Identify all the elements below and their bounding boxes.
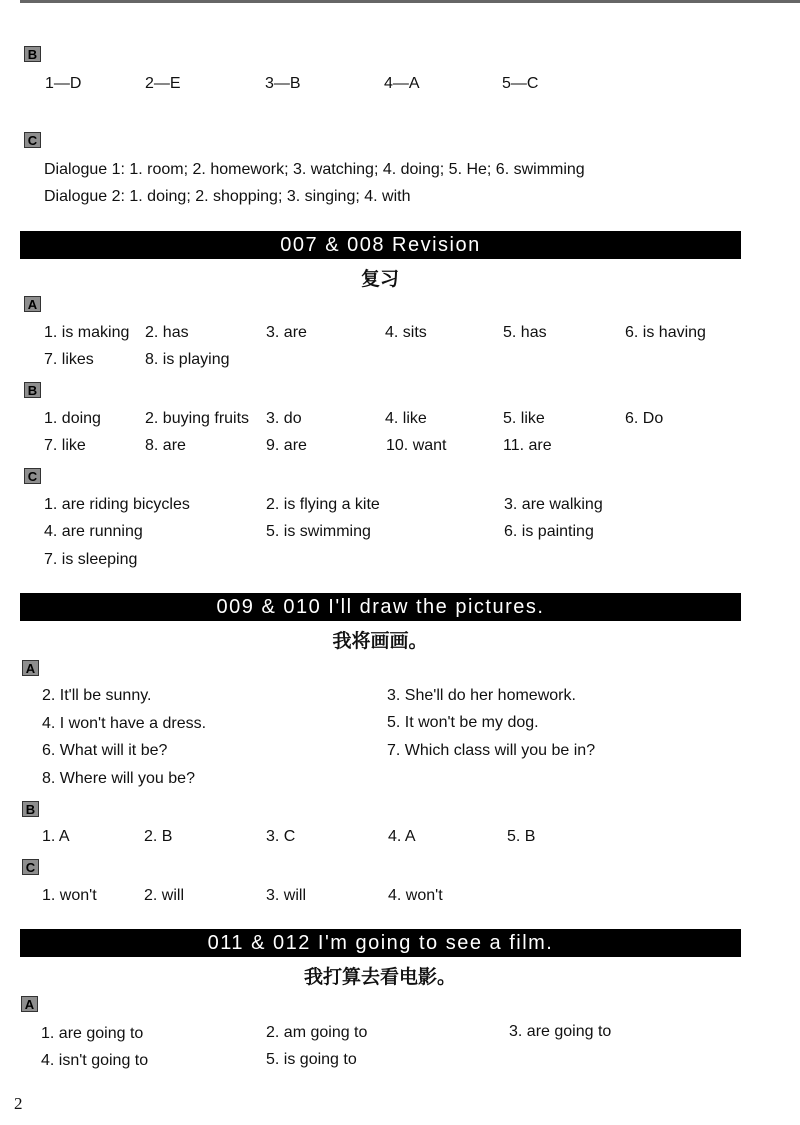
answer-item: 5—C (502, 75, 539, 92)
answer-item: 5. is going to (266, 1051, 357, 1068)
answer-item: 3. are walking (504, 496, 603, 513)
answer-item: 3—B (265, 75, 301, 92)
section-badge-c: C (22, 859, 39, 875)
answer-item: 4. isn't going to (41, 1052, 149, 1069)
answer-item: 4. won't (388, 887, 443, 904)
answer-item: 5. like (503, 410, 545, 427)
answer-item: 1. is making (44, 324, 130, 341)
answer-item: 2. has (145, 324, 189, 341)
answer-item: 1—D (45, 75, 82, 92)
answer-item: 4. A (388, 828, 416, 845)
section-badge-a: A (21, 996, 38, 1012)
dialogue-2-answers: Dialogue 2: 1. doing; 2. shopping; 3. singing; 4. with (44, 188, 411, 205)
answer-item: 8. Where will you be? (42, 770, 195, 787)
answer-item: 2. It'll be sunny. (42, 687, 152, 704)
section-badge-c: C (24, 468, 41, 484)
answer-item: 4. I won't have a dress. (42, 715, 207, 732)
section-badge-b: B (24, 46, 41, 62)
answer-item: 5. has (503, 324, 547, 341)
unit-subtitle: 复习 (360, 268, 399, 290)
answer-item: 7. likes (44, 351, 94, 368)
answer-item: 7. Which class will you be in? (387, 742, 596, 759)
answer-item: 3. do (266, 410, 302, 427)
section-badge-b: B (24, 382, 41, 398)
answer-item: 6. What will it be? (42, 742, 168, 759)
answer-item: 1. are riding bicycles (44, 496, 190, 513)
answer-item: 6. is having (625, 324, 706, 341)
section-badge-b: B (22, 801, 39, 817)
answer-item: 1. doing (44, 410, 101, 427)
page-number: 2 (14, 1094, 23, 1113)
answer-item: 2. am going to (266, 1024, 368, 1041)
answer-item: 2—E (145, 75, 181, 92)
unit-title-banner: 007 & 008 Revision (20, 231, 741, 259)
answer-item: 3. will (266, 887, 307, 904)
answer-item: 1. won't (42, 887, 97, 904)
answer-item: 4. sits (385, 324, 427, 341)
answer-item: 4—A (384, 75, 420, 92)
unit-subtitle: 我将画画。 (332, 630, 428, 652)
answer-item: 3. C (266, 828, 296, 845)
unit-title-banner: 011 & 012 I'm going to see a film. (20, 929, 741, 957)
answer-item: 2. B (144, 828, 173, 845)
answer-item: 7. like (44, 437, 86, 454)
unit-title-banner: 009 & 010 I'll draw the pictures. (20, 593, 741, 621)
section-badge-c: C (24, 132, 41, 148)
answer-item: 4. like (385, 410, 427, 427)
top-rule (20, 0, 800, 3)
answer-item: 4. are running (44, 523, 143, 540)
answer-item: 6. Do (625, 410, 664, 427)
answer-item: 8. is playing (145, 351, 230, 368)
answer-item: 2. is flying a kite (266, 496, 380, 513)
answer-item: 9. are (266, 437, 307, 454)
answer-item: 5. B (507, 828, 536, 845)
answer-item: 8. are (145, 437, 186, 454)
answer-item: 6. is painting (504, 523, 594, 540)
answer-item: 5. It won't be my dog. (387, 714, 539, 731)
answer-item: 1. are going to (41, 1025, 144, 1042)
section-badge-a: A (24, 296, 41, 312)
section-badge-a: A (22, 660, 39, 676)
answer-item: 3. are (266, 324, 307, 341)
answer-item: 2. buying fruits (145, 410, 250, 427)
answer-item: 3. She'll do her homework. (387, 687, 576, 704)
answer-item: 11. are (503, 437, 552, 454)
answer-item: 5. is swimming (266, 523, 371, 540)
unit-subtitle: 我打算去看电影。 (303, 966, 456, 988)
answer-item: 10. want (386, 437, 447, 454)
dialogue-1-answers: Dialogue 1: 1. room; 2. homework; 3. watching; 4. doing; 5. He; 6. swimming (44, 161, 585, 178)
answer-item: 1. A (42, 828, 70, 845)
answer-item: 3. are going to (509, 1023, 612, 1040)
answer-item: 2. will (144, 887, 185, 904)
answer-item: 7. is sleeping (44, 551, 138, 568)
